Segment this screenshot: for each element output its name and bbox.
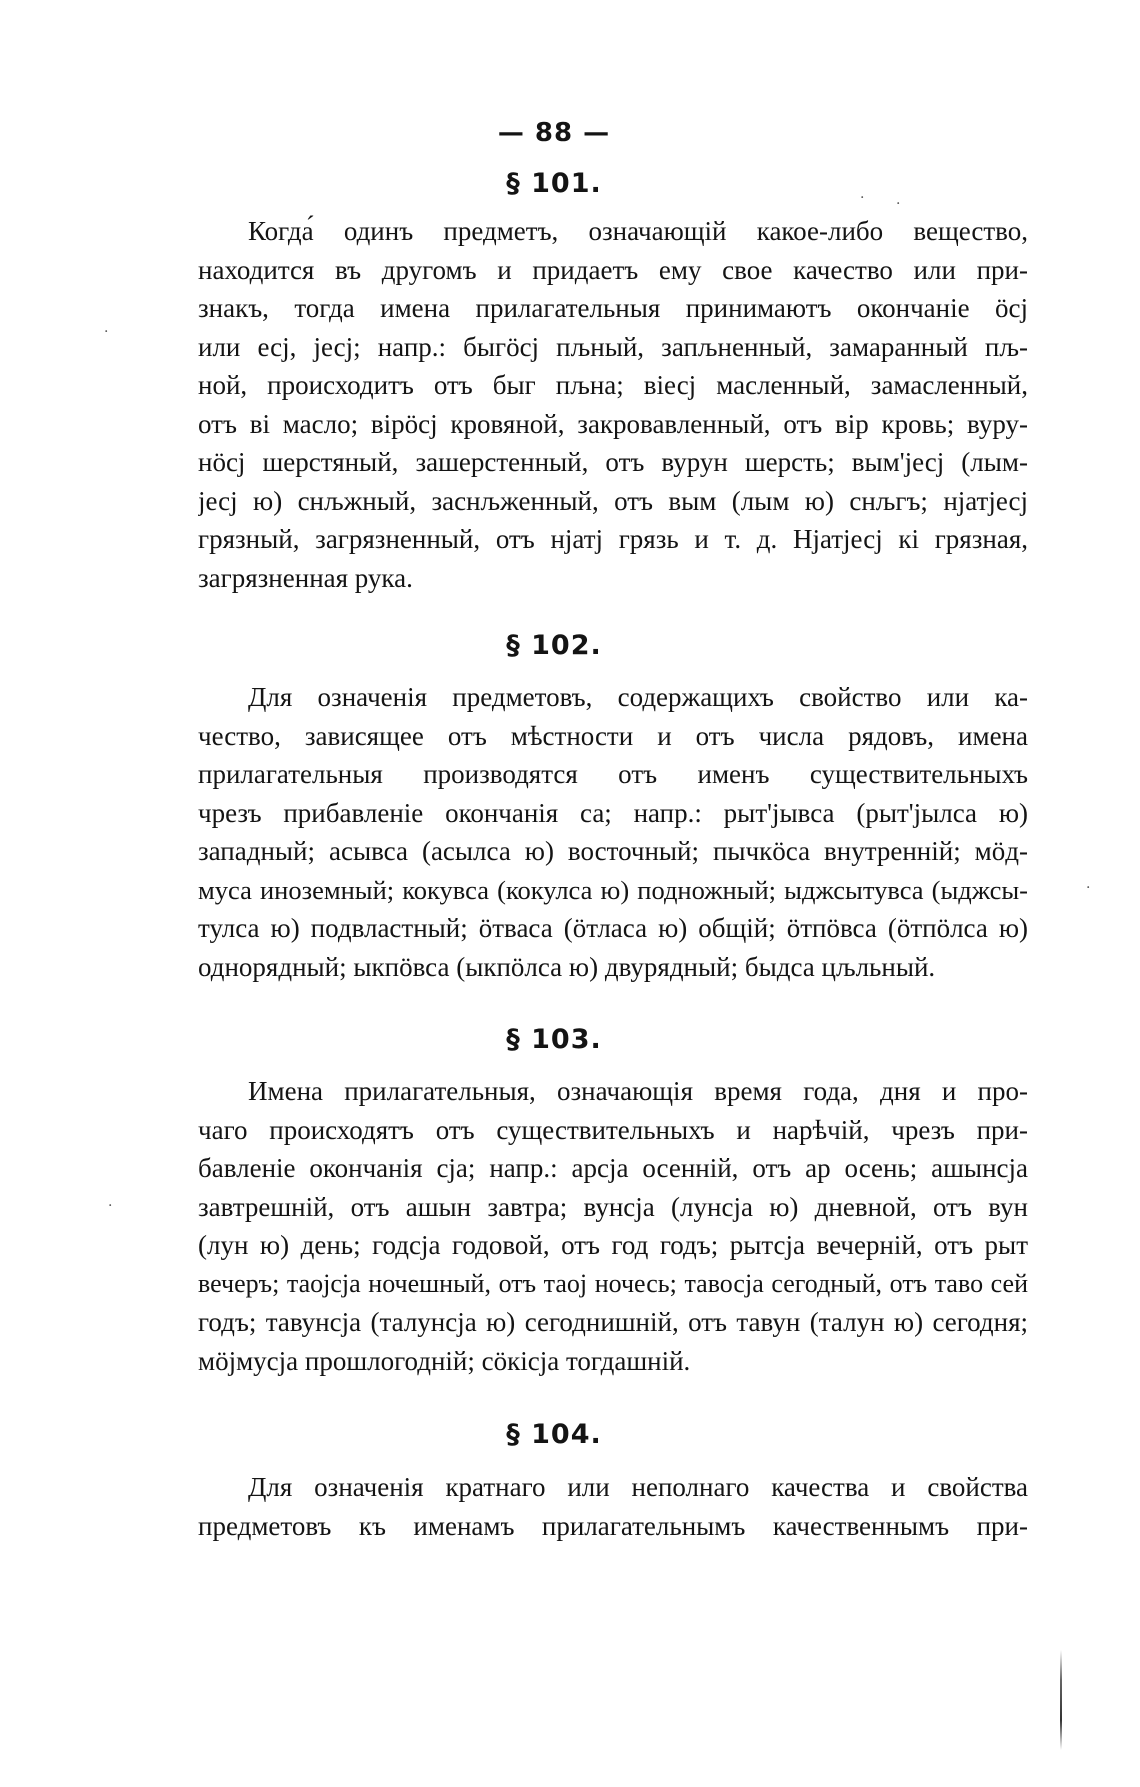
section-paragraph-104: [198, 1468, 1028, 1545]
paragraph-line: нӧсј шерстяный, зашерстенный, отъ вурун шерсть; вым'јесј (лым-: [198, 447, 1028, 477]
paragraph-line: чество, зависящее отъ мѣстности и отъ числа рядовъ, имена: [198, 720, 1028, 751]
paragraph-line: Когда́ одинъ предметъ, означающій какое-либо вещество,: [248, 216, 1028, 246]
paragraph-line: вечеръ; таојсја ночешный, отъ таој ночесь; тавосја сегодный, отъ таво сей: [198, 1268, 1028, 1298]
section-heading-101: § 101.: [506, 168, 602, 199]
section-paragraph-102: [198, 678, 1028, 986]
paragraph-line: чаго происходятъ отъ существительныхъ и нарѣчій, чрезъ при-: [198, 1114, 1028, 1145]
paragraph-line: знакъ, тогда имена прилагательныя принимаютъ окончаніе ӧсј: [198, 293, 1028, 323]
scan-margin-line: [1060, 1650, 1062, 1750]
paragraph-line: мӧјмусја прошлогодній; сӧкісја тогдашній.: [198, 1345, 691, 1376]
paragraph-line: Для означенія кратнаго или неполнаго качества и свойства: [248, 1472, 1028, 1502]
section-heading-102: § 102.: [506, 630, 602, 661]
page-number: — 88 —: [497, 118, 611, 148]
paragraph-line: тулса ю) подвластный; ӧтваса (ӧтласа ю) общій; ӧтпӧвса (ӧтпӧлса ю): [198, 913, 1028, 943]
paragraph-line: грязный, загрязненный, отъ нјатј грязь и т. д. Нјатјесј кі грязная,: [198, 524, 1028, 554]
paragraph-line: загрязненная рука.: [198, 562, 413, 593]
paragraph-line: завтрешній, отъ ашын завтра; вунсја (лунсја ю) дневной, отъ вун: [198, 1191, 1028, 1222]
paragraph-line: западный; асывса (асылса ю) восточный; пычкӧса внутренній; мӧд-: [198, 836, 1028, 866]
paragraph-line: (лун ю) день; годсја годовой, отъ год годъ; рытсја вечерній, отъ рыт: [198, 1230, 1028, 1260]
paragraph-line: муса иноземный; кокувса (кокулса ю) подножный; ыджсытувса (ыджсы-: [198, 874, 1028, 905]
paragraph-line: прилагательныя производятся отъ именъ существительныхъ: [198, 759, 1028, 789]
paragraph-line: годъ; тавунсја (талунсја ю) сегоднишній, отъ тавун (талун ю) сегодня;: [198, 1307, 1028, 1337]
scan-speck: ·: [104, 324, 109, 340]
section-heading-103: § 103.: [506, 1024, 602, 1055]
scan-speck: ·: [1086, 880, 1091, 896]
paragraph-line: Для означенія предметовъ, содержащихъ свойство или ка-: [248, 682, 1028, 712]
paragraph-line: ной, происходитъ отъ быг пљна; віесј масленный, замасленный,: [198, 370, 1028, 400]
paragraph-line: или есј, јесј; напр.: быгӧсј пљный, запљненный, замаранный пљ-: [198, 331, 1028, 362]
scan-speck: ·: [896, 196, 901, 212]
section-heading-104: § 104.: [506, 1419, 602, 1450]
scan-speck: ·: [108, 1198, 113, 1214]
paragraph-line: бавленіе окончанія сја; напр.: арсја осенній, отъ ар осень; ашынсја: [198, 1153, 1028, 1183]
paragraph-line: Имена прилагательныя, означающія время года, дня и про-: [248, 1076, 1028, 1106]
paragraph-line: јесј ю) снљжный, заснљженный, отъ вым (лым ю) снљгъ; нјатјесј: [198, 485, 1028, 516]
section-paragraph-103: [198, 1072, 1028, 1380]
section-paragraph-101: [198, 212, 1028, 597]
paragraph-line: предметовъ къ именамъ прилагательнымъ качественнымъ при-: [198, 1510, 1028, 1541]
paragraph-line: отъ ві масло; вірӧсј кровяной, закровавленный, отъ вір кровь; вуру-: [198, 408, 1028, 439]
paragraph-line: чрезъ прибавленіе окончанія са; напр.: рыт'јывса (рыт'јылса ю): [198, 797, 1028, 828]
paragraph-line: находится въ другомъ и придаетъ ему свое качество или при-: [198, 254, 1028, 285]
paragraph-line: однорядный; ыкпӧвса (ыкпӧлса ю) двурядный; быдса цљльный.: [198, 951, 936, 982]
scan-speck: ·: [860, 190, 865, 206]
